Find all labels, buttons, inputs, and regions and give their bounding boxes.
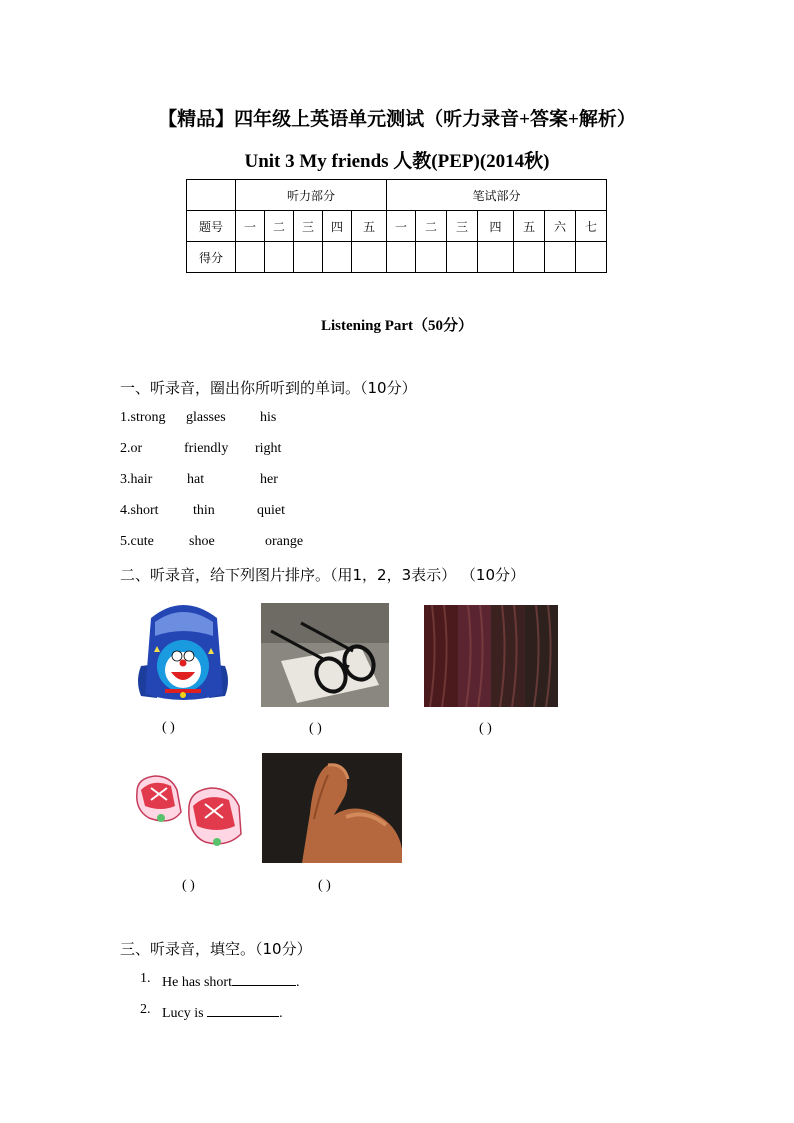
listening-header: 听力部分 [236,180,387,211]
score-table [186,179,607,273]
listening-number: 三 [294,211,323,242]
answer-parentheses[interactable]: ( ) [318,878,331,893]
score-cell[interactable] [323,242,352,273]
word-option[interactable]: thin [193,503,215,518]
word-option[interactable]: hat [187,472,205,487]
score-cell[interactable] [294,242,323,273]
section1-item-number: 1.strong [120,410,166,425]
glasses-picture [261,603,389,707]
section3-item-number: 2. [140,1002,151,1017]
word-option[interactable]: quiet [257,503,285,518]
section3-item-end: . [279,1006,283,1021]
row-label-score: 得分 [187,242,236,273]
score-cell[interactable] [478,242,514,273]
score-cell[interactable] [545,242,576,273]
section1-title: 一、听录音，圈出你所听到的单词。（10分） [120,379,417,397]
shoes-picture [131,760,245,860]
listening-number: 四 [323,211,352,242]
section3-item-end: . [296,975,300,990]
section1-item-number: 2.or [120,441,143,456]
writing-number: 二 [416,211,447,242]
writing-number: 一 [387,211,416,242]
score-cell[interactable] [387,242,416,273]
word-option[interactable]: orange [265,534,304,549]
score-cell[interactable] [514,242,545,273]
writing-number: 五 [514,211,545,242]
word-option[interactable]: shoe [189,534,215,549]
fill-blank[interactable] [207,1002,279,1017]
answer-parentheses[interactable]: ( ) [162,720,175,735]
strong-arm-picture [262,753,402,863]
listening-number: 一 [236,211,265,242]
writing-number: 四 [478,211,514,242]
section1-item-number: 3.hair [120,472,153,487]
section3-item-number: 1. [140,971,151,986]
score-cell[interactable] [576,242,607,273]
section2-title: 二、听录音，给下列图片排序。（用1，2，3表示） （10分） [120,566,525,584]
section1-item-number: 5.cute [120,534,154,549]
score-cell[interactable] [236,242,265,273]
section3-item-text: He has short [162,975,232,990]
document-title: 【精品】四年级上英语单元测试（听力录音+答案+解析） [158,109,636,130]
writing-number: 七 [576,211,607,242]
section3-title: 三、听录音，填空。（10分） [120,940,312,958]
score-cell[interactable] [416,242,447,273]
document-subtitle: Unit 3 My friends 人教(PEP)(2014秋) [244,151,550,172]
word-option[interactable]: her [260,472,278,487]
listening-number: 二 [265,211,294,242]
section3-item [162,1002,283,1022]
score-cell[interactable] [447,242,478,273]
section3-item [162,971,300,991]
listening-number: 五 [352,211,387,242]
word-option[interactable]: friendly [184,441,229,456]
answer-parentheses[interactable]: ( ) [182,878,195,893]
row-label-number: 题号 [187,211,236,242]
writing-number: 三 [447,211,478,242]
hair-picture [424,605,558,707]
word-option[interactable]: his [260,410,277,425]
word-option[interactable]: right [255,441,282,456]
answer-parentheses[interactable]: ( ) [309,721,322,736]
writing-header: 笔试部分 [387,180,607,211]
score-cell[interactable] [352,242,387,273]
listening-part-title: Listening Part（50分） [320,318,474,334]
schoolbag-picture [127,596,240,708]
score-cell[interactable] [265,242,294,273]
fill-blank[interactable] [232,971,296,986]
writing-number: 六 [545,211,576,242]
score-table-corner [187,180,236,211]
answer-parentheses[interactable]: ( ) [479,721,492,736]
word-option[interactable]: glasses [186,410,226,425]
section3-item-text: Lucy is [162,1006,204,1021]
section1-item-number: 4.short [120,503,159,518]
